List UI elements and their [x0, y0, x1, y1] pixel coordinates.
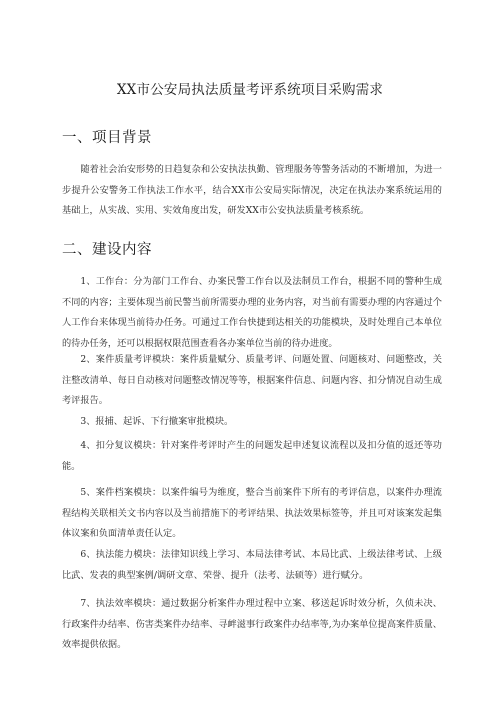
- document-title: XX市公安局执法质量考评系统项目采购需求: [116, 82, 384, 98]
- paragraph-item-2: 2、案件质量考评模块：案件质量赋分、质量考评、问题处置、问题核对、问题整改，关注整改清单、每日自动核对问题整改情况等等，根据案件信息、问题内容、扣分情况自动生成考评报告。: [62, 354, 442, 406]
- paragraph-item-3: 3、报捕、起诉、下行撤案审批模块。: [80, 416, 234, 427]
- section-heading-background: 一、项目背景: [62, 130, 152, 146]
- paragraph-item-7: 7、执法效率模块：通过数据分析案件办理过程中立案、移送起诉时效分析，久侦未决、行政案件办结率、伤害类案件办结率、寻衅滋事行政案件办结率等,为办案单位提高案件质量、效率提供依据。: [62, 598, 442, 650]
- paragraph-item-6: 6、执法能力模块：法律知识线上学习、本局法律考试、本局比武、上级法律考试、上级比武、发表的典型案例/调研文章、荣誉、提升（法考、法硕等）进行赋分。: [62, 549, 442, 581]
- section-heading-content: 二、建设内容: [62, 242, 152, 258]
- paragraph-background: 随着社会治安形势的日趋复杂和公安执法执勤、管理服务等警务活动的不断增加，为进一步提升公安警务工作执法工作水平，结合XX市公安局实际情况，决定在执法办案系统运用的基础上，从实战、实用、实效角度出发，研发XX市公安执法质量考核系统。: [62, 164, 442, 216]
- paragraph-item-1: 1、工作台：分为部门工作台、办案民警工作台以及法制员工作台，根据不同的警种生成不同的内容；主要体现当前民警当前所需要办理的业务内容，对当前有需要办理的内容通过个人工作台来体现当前待办任务。可通过工作台快捷到达相关的功能模块，及时处理自己本单位的待办任务，还可以根据权限范围查看各办案单位当前的待办进度。: [62, 276, 442, 349]
- paragraph-item-4: 4、扣分复议模块：针对案件考评时产生的问题发起申述复议流程以及扣分值的返还等功能。: [62, 440, 442, 472]
- paragraph-item-5: 5、案件档案模块：以案件编号为维度，整合当前案件下所有的考评信息，以案件办理流程结构关联相关文书内容以及当前措施下的考评结果、执法效果标签等，并且可对该案发起集体议案和负面清单责任认定。: [62, 487, 442, 539]
